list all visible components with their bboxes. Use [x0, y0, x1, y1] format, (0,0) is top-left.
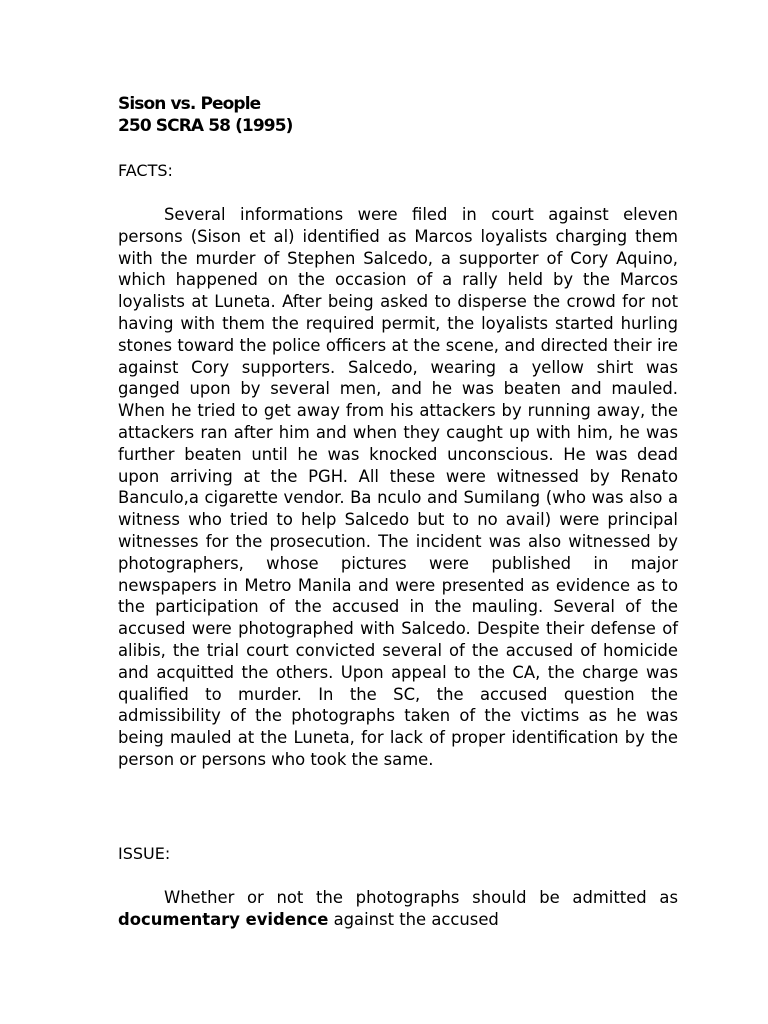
case-citation: 250 SCRA 58 (1995) [118, 116, 293, 136]
issue-text-end: against the accused [328, 910, 499, 929]
case-title: Sison vs. People [118, 94, 261, 114]
issue-text-start: Whether or not the photographs should be admitted as [164, 888, 678, 907]
issue-bold-term: documentary evidence [118, 910, 329, 929]
issue-heading: ISSUE: [118, 844, 171, 863]
issue-paragraph [118, 887, 678, 931]
facts-heading: FACTS: [118, 161, 173, 180]
facts-paragraph: Several informations were filed in court against eleven persons (Sison et al) identified as Marcos loyalists charging them with the murder of Stephen Salcedo, a supporter of Cory Aquino, which happened on the occasion of a rally held by the Marcos loyalists at Luneta. After being asked to disperse the crowd for not having with them the required permit, the loyalists started hurling stones toward the police officers at the scene, and directed their ire against Cory supporters. Salcedo, wearing a yellow shirt was ganged upon by several men, and he was beaten and mauled. When he tried to get away from his attackers by running away, the attackers ran after him and when they caught up with him, he was further beaten until he was knocked unconscious. He was dead upon arriving at the PGH. All these were witnessed by Renato Banculo,a cigarette vendor. Ba nculo and Sumilang (who was also a witness who tried to help Salcedo but to no avail) were principal witnesses for the prosecution. The incident was also witnessed by photographers, whose pictures were published in major newspapers in Metro Manila and were presented as evidence as to the participation of the accused in the mauling. Several of the accused were photographed with Salcedo. Despite their defense of alibis, the trial court convicted several of the accused of homicide and acquitted the others. Upon appeal to the CA, the charge was qualified to murder. In the SC, the accused question the admissibility of the photographs taken of the victims as he was being mauled at the Luneta, for lack of proper identification by the person or persons who took the same. [118, 205, 678, 769]
